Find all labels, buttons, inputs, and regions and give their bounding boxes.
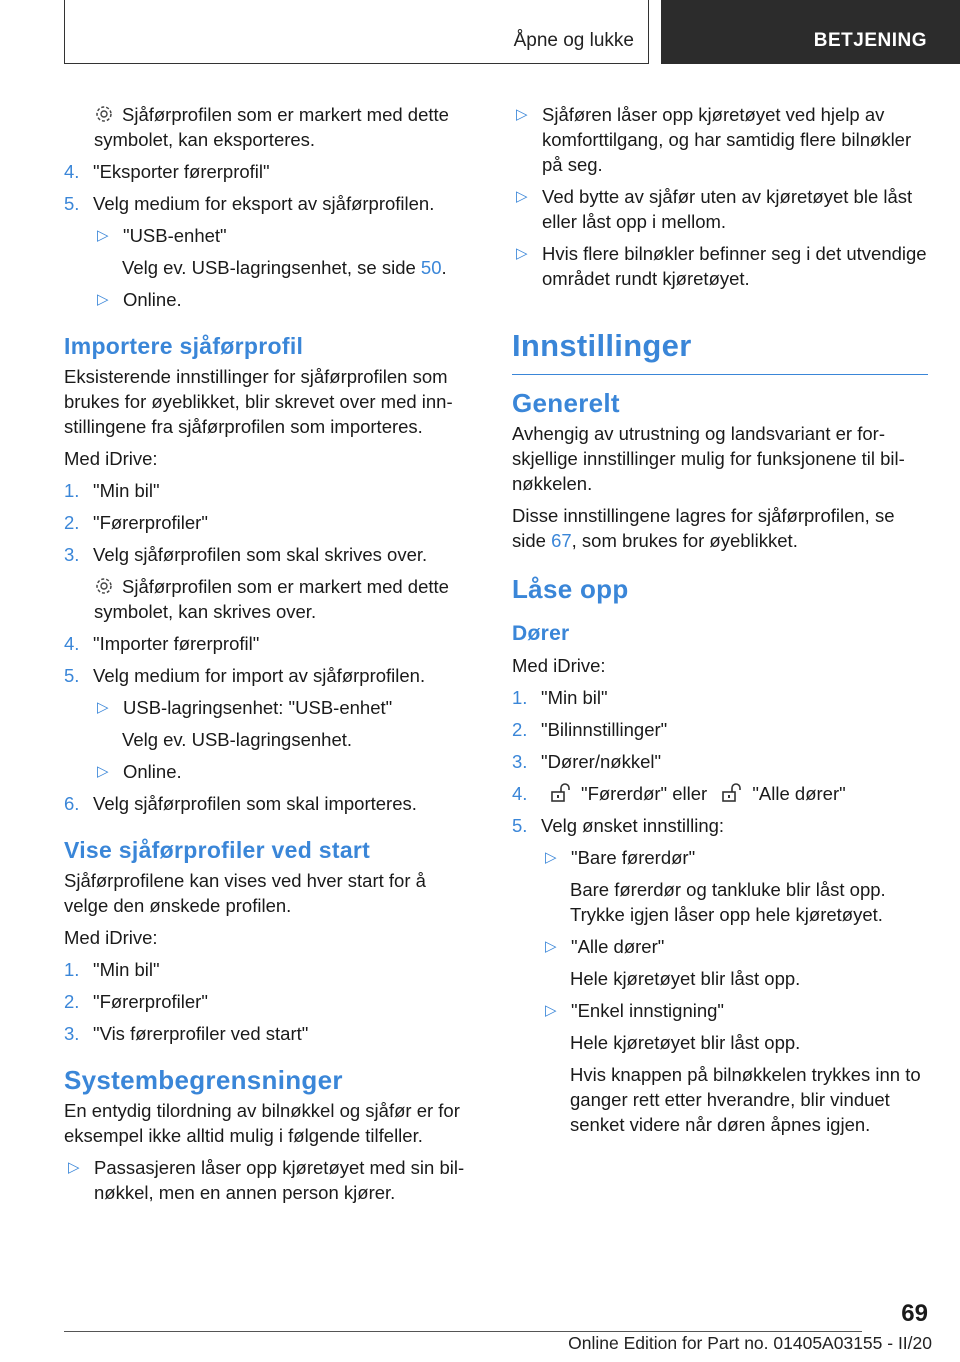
section-heading: Låse opp	[512, 574, 629, 604]
list-item: 3. "Vis førerprofiler ved start"	[64, 1023, 309, 1044]
list-item: ▷ "Enkel innstigning"	[541, 998, 928, 1023]
page-number: 69	[901, 1300, 928, 1327]
triangle-right-icon: ▷	[97, 763, 109, 780]
list-item: ▷ Passasjeren låser opp kjøretøyet med sin bilnøkkel, men en annen person kjører.	[64, 1155, 474, 1205]
list-item: ▷ Online.	[93, 759, 474, 784]
list-item: 4. "Eksporter førerprofil"	[64, 161, 270, 182]
triangle-right-icon: ▷	[516, 245, 528, 262]
list-item: 2. "Førerprofiler"	[64, 512, 208, 533]
list-item: ▷ "Bare førerdør"	[541, 845, 928, 870]
list-item: ▷ Sjåføren låser opp kjøretøyet ved hjelp av komforttilgang, og har samtidig flere bilnøkler på seg.	[512, 102, 928, 177]
header-section-title: Åpne og lukke	[513, 30, 634, 51]
list-item: 2. "Førerprofiler"	[64, 991, 208, 1012]
paragraph: Med iDrive:	[64, 448, 158, 469]
triangle-right-icon: ▷	[97, 227, 109, 244]
section-heading: Systembegrensninger	[64, 1065, 343, 1095]
export-usb-detail: Velg ev. USB-lagringsenhet, se side 50.	[122, 257, 447, 278]
header-chapter-box	[661, 0, 960, 64]
list-item: 3. Velg sjåførprofilen som skal skrives over.	[64, 544, 428, 565]
list-item: 3. "Dører/nøkkel"	[512, 751, 662, 772]
paragraph: Med iDrive:	[512, 655, 606, 676]
subsection-heading: Dører	[512, 622, 570, 645]
list-item: ▷ USB-lagringsenhet: "USB-enhet"	[93, 695, 474, 720]
paragraph: En entydig tilordning av bilnøkkel og sjåfør er for eksempel ikke alltid mulig i følgende tilfeller.	[64, 1100, 460, 1146]
export-note: Sjåførprofilen som er markert med dette symbolet, kan eksporteres.	[94, 104, 449, 150]
paragraph: Disse innstillingene lagres for sjåførprofilen, se side 67, som brukes for øyeblikket.	[512, 505, 895, 551]
list-item: 4. "Importer førerprofil"	[64, 633, 260, 654]
triangle-right-icon: ▷	[97, 699, 109, 716]
paragraph: Med iDrive:	[64, 927, 158, 948]
footer-divider	[64, 1331, 862, 1332]
section-heading: Vise sjåførprofiler ved start	[64, 837, 371, 863]
unlocked-door-icon	[720, 783, 742, 803]
paragraph: Velg ev. USB-lagringsenhet.	[122, 729, 353, 750]
header-chapter-title: BETJENING	[813, 30, 927, 51]
page-link[interactable]: 67	[551, 530, 572, 551]
list-item: 1. "Min bil"	[512, 687, 608, 708]
triangle-right-icon: ▷	[516, 106, 528, 123]
triangle-right-icon: ▷	[97, 291, 109, 308]
section-heading: Importere sjåførprofil	[64, 333, 304, 359]
import-note: Sjåførprofilen som er markert med dette symbolet, kan skrives over.	[94, 576, 449, 622]
paragraph: Hele kjøretøyet blir låst opp.	[570, 968, 801, 989]
triangle-right-icon: ▷	[545, 849, 557, 866]
list-item: 5. Velg medium for import av sjåførprofilen.	[64, 665, 426, 686]
header-section-box	[64, 0, 649, 64]
list-item: 5. Velg ønsket innstilling:	[512, 815, 725, 836]
paragraph: Hele kjøretøyet blir låst opp.	[570, 1032, 801, 1053]
list-item: ▷ Ved bytte av sjåfør uten av kjøretøyet ble låst eller låst opp i mellom.	[512, 184, 928, 234]
paragraph: Bare førerdør og tankluke blir låst opp. Trykke igjen låser opp hele kjøretøyet.	[570, 879, 886, 925]
paragraph: Eksisterende innstillinger for sjåførprofilen som brukes for øyeblikket, blir skrevet over med innstillingene fra sjåførprofilen som importeres.	[64, 366, 453, 437]
list-item: 5. Velg medium for eksport av sjåførprofilen.	[64, 193, 435, 214]
gear-icon	[94, 104, 114, 124]
list-item: 6. Velg sjåførprofilen som skal importeres.	[64, 793, 417, 814]
triangle-right-icon: ▷	[68, 1159, 80, 1176]
section-heading: Generelt	[512, 388, 620, 418]
right-column	[512, 102, 928, 1144]
list-item: 1. "Min bil"	[64, 959, 160, 980]
paragraph: Sjåførprofilene kan vises ved hver start for å velge den ønskede profilen.	[64, 870, 426, 916]
unlocked-door-icon	[549, 783, 571, 803]
chapter-heading: Innstillinger	[512, 328, 692, 363]
gear-icon	[94, 576, 114, 596]
list-item: 2. "Bilinnstillinger"	[512, 719, 668, 740]
triangle-right-icon: ▷	[516, 188, 528, 205]
list-item: 4. "Førerdør" eller "Alle dører"	[512, 783, 846, 804]
paragraph: Hvis knappen på bilnøkkelen trykkes inn to ganger rett etter hverandre, blir vinduet senket videre når døren åpnes igjen.	[570, 1064, 921, 1135]
page-link[interactable]: 50	[420, 257, 442, 278]
list-item: ▷ Online.	[93, 287, 474, 312]
list-item: ▷ Hvis flere bilnøkler befinner seg i det utvendige området rundt kjøretøyet.	[512, 241, 928, 291]
paragraph: Avhengig av utrustning og landsvariant er forskjellige innstillinger mulig for funksjonene til bilnøkkelen.	[512, 423, 905, 494]
list-item: 1. "Min bil"	[64, 480, 160, 501]
chapter-heading-wrap	[512, 298, 928, 375]
list-item: ▷ "USB-enhet"	[93, 223, 474, 248]
left-column	[64, 102, 474, 1212]
list-item: ▷ "Alle dører"	[541, 934, 928, 959]
footer-edition: Online Edition for Part no. 01405A03155 - II/20	[568, 1333, 932, 1353]
triangle-right-icon: ▷	[545, 1002, 557, 1019]
triangle-right-icon: ▷	[545, 938, 557, 955]
